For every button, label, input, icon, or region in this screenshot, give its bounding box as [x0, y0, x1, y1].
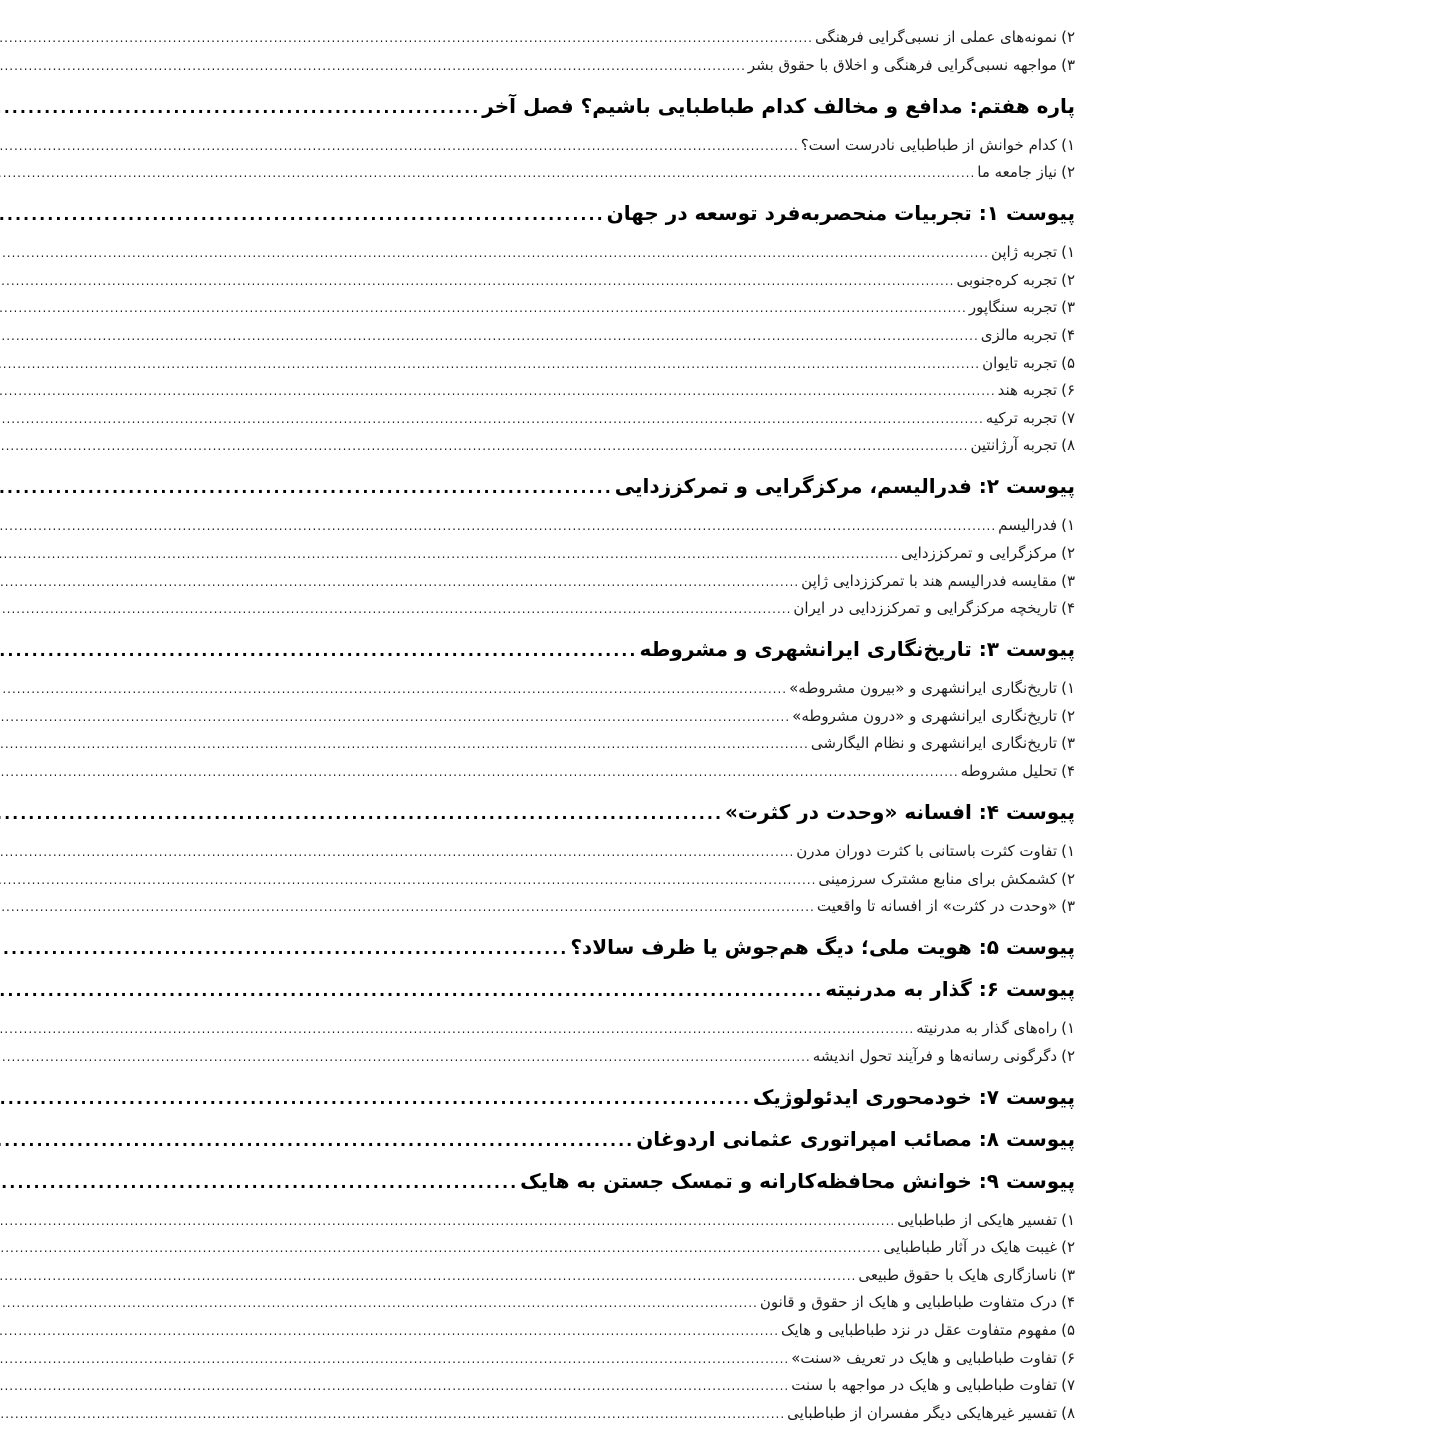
toc-entry-row [325, 409, 1075, 437]
toc-entry-title [813, 1047, 1075, 1065]
toc-title-text: تجربه سنگاپور [968, 298, 1058, 317]
dot-leader [0, 274, 954, 288]
toc-entry-number: ۴) [1061, 761, 1075, 780]
toc-title-text: پیوست ۷: خودمحوری ایدئولوژیک [752, 1084, 1075, 1109]
toc-entry-number: ۵) [1061, 353, 1075, 372]
toc-title-text: غیبت هایک در آثار طباطبایی [883, 1238, 1058, 1257]
toc-title-text: تجربه ترکیه [985, 408, 1058, 427]
toc-entry-row [325, 734, 1075, 762]
toc-entry-number: ۳) [1061, 734, 1075, 753]
toc-entry-number: ۱) [1061, 516, 1075, 535]
toc-entry-row [325, 354, 1075, 382]
toc-entry-number: ۸) [1061, 436, 1075, 455]
toc-entry-number: ۴) [1061, 1293, 1075, 1312]
toc-entry-number: ۲) [1061, 1238, 1075, 1257]
toc-entry-title [998, 516, 1075, 534]
dot-leader [0, 765, 959, 779]
dot-leader [0, 1407, 785, 1421]
dot-leader [0, 1269, 856, 1283]
toc-title-text: پیوست ۱: تجربیات منحصربه‌فرد توسعه در جهان [606, 201, 1075, 226]
dot-leader [0, 845, 794, 859]
dot-leader [0, 641, 637, 660]
toc-entry-row [325, 1019, 1075, 1047]
dot-leader [0, 1379, 789, 1393]
toc-heading-title [725, 800, 1075, 824]
toc-entry-row [325, 1047, 1075, 1085]
toc-entry-row [325, 544, 1075, 572]
toc-title-text: پیوست ۲: فدرالیسم، مرکزگرایی و تمرکززدایی [614, 474, 1075, 499]
toc-entry-row [325, 572, 1075, 600]
toc-title-text: پیوست ۴: افسانه «وحدت در کثرت» [725, 799, 1075, 824]
toc-title-text: تاریخ‌نگاری ایرانشهری و «بیرون مشروطه» [789, 679, 1058, 698]
toc-title-text: پیوست ۸: مصائب امپراتوری عثمانی اردوغان [636, 1126, 1075, 1151]
dot-leader [0, 1241, 881, 1255]
toc-title-text: پیوست ۹: خوانش محافظه‌کارانه و تمسک جستن به هایک [520, 1168, 1075, 1193]
toc-title-text: تفسیر غیرهایکی دیگر مفسران از طباطبایی [787, 1403, 1058, 1422]
toc-title-text: تفسیر هایکی از طباطبایی [897, 1210, 1058, 1229]
toc-entry-number: ۷) [1061, 1376, 1075, 1395]
toc-entry-row [325, 897, 1075, 935]
toc-entry-title [817, 897, 1075, 915]
toc-entry-number: ۲) [1061, 1046, 1075, 1065]
toc-entry-title [977, 163, 1075, 181]
dot-leader [0, 139, 799, 153]
toc-entry-title [791, 1349, 1075, 1367]
dot-leader [0, 439, 968, 453]
toc-title-text: پیوست ۳: تاریخ‌نگاری ایرانشهری و مشروطه [639, 637, 1075, 662]
toc-entry-title [787, 1404, 1075, 1422]
toc-entry-row [325, 56, 1075, 94]
dot-leader [0, 737, 809, 751]
toc-entry-row [325, 271, 1075, 299]
toc-entry-number: ۱) [1061, 243, 1075, 262]
dot-leader [0, 1022, 914, 1036]
toc-heading-row [325, 1169, 1075, 1211]
toc-heading-row [325, 935, 1075, 977]
toc-entry-row [325, 136, 1075, 164]
toc-entry-title [815, 28, 1075, 46]
dot-leader [0, 519, 996, 533]
toc-title-text: تفاوت کثرت باستانی با کثرت دوران مدرن [796, 841, 1058, 860]
dot-leader [0, 246, 989, 260]
toc-heading-title [825, 977, 1075, 1001]
toc-heading-row [325, 637, 1075, 679]
toc-entry-row [325, 599, 1075, 637]
toc-heading-title [639, 637, 1075, 661]
toc-title-text: تجربه تایوان [982, 353, 1058, 372]
toc-entry-title [883, 1238, 1075, 1256]
toc-title-text: تفاوت طباطبایی و هایک در مواجهه با سنت [791, 1376, 1058, 1395]
toc-title-text: کشمکش برای منابع مشترک سرزمینی [818, 869, 1058, 888]
toc-title-text: مفهوم متفاوت عقل در نزد طباطبایی و هایک [781, 1321, 1058, 1340]
toc-heading-row [325, 94, 1075, 136]
toc-entry-row [325, 28, 1075, 56]
toc-entry-row [325, 870, 1075, 898]
toc-heading-row [325, 201, 1075, 243]
toc-entry-title [811, 734, 1075, 752]
toc-title-text: تفاوت طباطبایی و هایک در تعریف «سنت» [791, 1348, 1058, 1367]
dot-leader [0, 98, 480, 117]
dot-leader [0, 1352, 789, 1366]
toc-entry-number: ۱) [1061, 679, 1075, 698]
toc-title-text: تجربه آرژانتین [970, 436, 1058, 455]
toc-entry-number: ۳) [1061, 55, 1075, 74]
toc-title-text: کدام خوانش از طباطبایی نادرست است؟ [800, 135, 1058, 154]
toc-title-text: نمونه‌های عملی از نسبی‌گرایی فرهنگی [814, 28, 1058, 46]
toc-entry-row [325, 707, 1075, 735]
toc-entry-title [818, 870, 1075, 888]
toc-entry-row [325, 381, 1075, 409]
dot-leader [0, 1214, 895, 1228]
toc-entry-title [760, 1293, 1075, 1311]
toc-entry-title [916, 1019, 1075, 1037]
toc-title-text: مرکزگرایی و تمرکززدایی [900, 543, 1058, 562]
toc-title-text: تجربه هند [997, 381, 1058, 400]
toc-title-text: تحلیل مشروطه [960, 761, 1058, 780]
dot-leader [0, 412, 984, 426]
dot-leader [0, 59, 746, 73]
toc-entry-number: ۱) [1061, 1019, 1075, 1038]
toc-entry-title [801, 136, 1075, 154]
dot-leader [0, 547, 899, 561]
toc-entry-title [748, 56, 1075, 74]
toc-entry-number: ۲) [1061, 270, 1075, 289]
toc-title-text: «وحدت در کثرت» از افسانه تا واقعیت [816, 897, 1058, 916]
toc-entry-title [982, 354, 1075, 372]
dot-leader [0, 1173, 518, 1192]
toc-title-text: پاره هفتم: مدافع و مخالف کدام طباطبایی باشیم؟ فصل آخر [482, 93, 1075, 118]
toc-entry-number: ۳) [1061, 571, 1075, 590]
toc-title-text: تجربه مالزی [980, 325, 1058, 344]
toc-entry-row [325, 1238, 1075, 1266]
toc-entry-title [961, 762, 1075, 780]
toc-entry-row [325, 1266, 1075, 1294]
dot-leader [0, 804, 723, 823]
toc-entry-row [325, 1293, 1075, 1321]
toc-title-text: فدرالیسم [998, 516, 1058, 535]
toc-heading-title [607, 201, 1075, 225]
dot-leader [0, 329, 979, 343]
table-of-contents [325, 28, 1075, 1431]
toc-entry-number: ۶) [1061, 1348, 1075, 1367]
dot-leader [0, 710, 790, 724]
dot-leader [0, 1296, 758, 1310]
dot-leader [0, 205, 605, 224]
toc-entry-title [998, 381, 1075, 399]
toc-heading-title [753, 1085, 1075, 1109]
dot-leader [0, 682, 787, 696]
dot-leader [0, 301, 967, 315]
toc-title-text: راه‌های گذار به مدرنیته [916, 1019, 1058, 1038]
toc-title-text: تاریخچه مرکزگرایی و تمرکززدایی در ایران [793, 599, 1058, 618]
toc-entry-row [325, 1211, 1075, 1239]
toc-title-text: تاریخ‌نگاری ایرانشهری و «درون مشروطه» [792, 706, 1058, 725]
toc-entry-number: ۴) [1061, 325, 1075, 344]
toc-entry-number: ۱) [1061, 841, 1075, 860]
toc-entry-row [325, 842, 1075, 870]
toc-entry-number: ۲) [1061, 543, 1075, 562]
toc-entry-number: ۳) [1061, 897, 1075, 916]
toc-title-text: ناسازگاری هایک با حقوق طبیعی [858, 1265, 1058, 1284]
toc-heading-title [482, 94, 1075, 118]
toc-title-text: پیوست ۶: گذار به مدرنیته [825, 977, 1075, 1002]
toc-heading-row [325, 1085, 1075, 1127]
toc-title-text: تجربه ژاپن [990, 243, 1058, 262]
toc-title-text: مقایسه فدرالیسم هند با تمرکززدایی ژاپن [801, 571, 1058, 590]
toc-entry-number: ۸) [1061, 1403, 1075, 1422]
toc-heading-title [636, 1127, 1075, 1151]
toc-entry-row [325, 1321, 1075, 1349]
toc-entry-title [801, 572, 1075, 590]
dot-leader [0, 1089, 751, 1108]
dot-leader [0, 478, 613, 497]
toc-title-text: دگرگونی رسانه‌ها و فرآیند تحول اندیشه [812, 1046, 1058, 1065]
toc-entry-title [991, 243, 1075, 261]
toc-entry-title [789, 679, 1075, 697]
toc-entry-number: ۲) [1061, 706, 1075, 725]
toc-entry-row [325, 326, 1075, 354]
toc-entry-title [792, 707, 1075, 725]
toc-heading-row [325, 1127, 1075, 1169]
toc-heading-row [325, 474, 1075, 516]
toc-heading-title [615, 474, 1075, 498]
toc-entry-number: ۱) [1061, 1210, 1075, 1229]
toc-entry-number: ۵) [1061, 1321, 1075, 1340]
toc-heading-row [325, 800, 1075, 842]
toc-entry-row [325, 298, 1075, 326]
toc-entry-number: ۳) [1061, 1265, 1075, 1284]
toc-entry-row [325, 163, 1075, 201]
toc-entry-title [796, 842, 1075, 860]
dot-leader [0, 1324, 779, 1338]
toc-title-text: تاریخ‌نگاری ایرانشهری و نظام الیگارشی [810, 734, 1058, 753]
toc-title-text: درک متفاوت طباطبایی و هایک از حقوق و قانون [759, 1293, 1058, 1312]
dot-leader [0, 1050, 811, 1064]
dot-leader [0, 900, 815, 914]
toc-entry-title [969, 298, 1075, 316]
toc-entry-title [970, 436, 1075, 454]
toc-entry-title [791, 1376, 1075, 1394]
toc-entry-row [325, 762, 1075, 800]
toc-title-text: نیاز جامعه ما [977, 163, 1058, 182]
toc-entry-row [325, 516, 1075, 544]
dot-leader [0, 1131, 634, 1150]
toc-entry-number: ۲) [1061, 869, 1075, 888]
toc-entry-number: ۳) [1061, 298, 1075, 317]
toc-entry-number: ۴) [1061, 599, 1075, 618]
toc-title-text: مواجهه نسبی‌گرایی فرهنگی و اخلاق با حقوق بشر [747, 55, 1058, 74]
toc-entry-number: ۲) [1061, 163, 1075, 182]
toc-heading-row [325, 977, 1075, 1019]
toc-title-text: تجربه کره‌جنوبی [956, 270, 1058, 289]
dot-leader [0, 939, 568, 958]
dot-leader [0, 384, 996, 398]
toc-entry-row [325, 679, 1075, 707]
toc-entry-number: ۲) [1061, 28, 1075, 46]
toc-entry-title [793, 599, 1075, 617]
toc-entry-title [981, 326, 1075, 344]
toc-entry-title [781, 1321, 1075, 1339]
dot-leader [0, 602, 791, 616]
dot-leader [0, 166, 975, 180]
toc-entry-row [325, 1376, 1075, 1404]
toc-entry-title [858, 1266, 1075, 1284]
toc-entry-number: ۱) [1061, 135, 1075, 154]
toc-entry-title [901, 544, 1075, 562]
toc-entry-title [986, 409, 1075, 427]
toc-entry-number: ۶) [1061, 381, 1075, 400]
toc-entry-title [956, 271, 1075, 289]
dot-leader [0, 31, 813, 45]
toc-title-text: پیوست ۵: هویت ملی؛ دیگ هم‌جوش یا ظرف سالاد؟ [570, 935, 1075, 960]
dot-leader [0, 575, 799, 589]
toc-entry-row [325, 436, 1075, 474]
toc-entry-title [897, 1211, 1075, 1229]
toc-entry-number: ۷) [1061, 408, 1075, 427]
toc-heading-title [570, 935, 1075, 959]
toc-entry-row [325, 1349, 1075, 1377]
dot-leader [0, 981, 823, 1000]
toc-heading-title [520, 1169, 1075, 1193]
dot-leader [0, 873, 816, 887]
toc-entry-row [325, 1404, 1075, 1432]
toc-entry-row [325, 243, 1075, 271]
dot-leader [0, 357, 980, 371]
